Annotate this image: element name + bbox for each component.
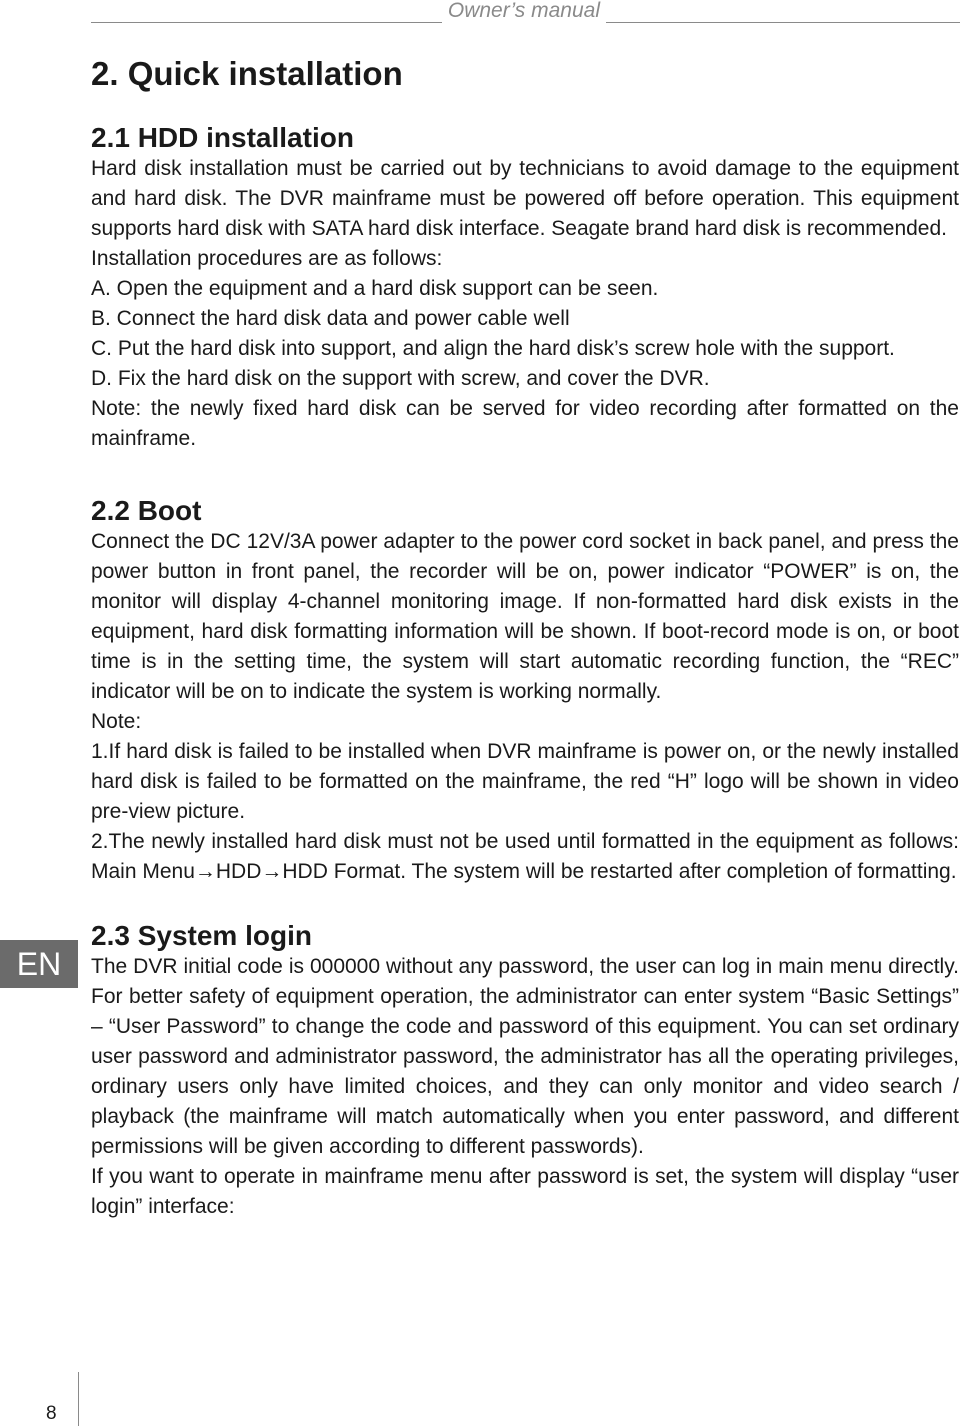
- hdd-step-d: D. Fix the hard disk on the support with screw, and cover the DVR.: [91, 367, 710, 390]
- section-title-boot: 2.2 Boot: [91, 495, 202, 526]
- running-header: Owner’s manual: [442, 0, 606, 23]
- page-number-divider: [78, 1372, 79, 1426]
- hdd-note: Note: the newly fixed hard disk can be served for video recording after formatted on the mainframe.: [91, 397, 959, 450]
- hdd-step-c: C. Put the hard disk into support, and align the hard disk’s screw hole with the support.: [91, 337, 895, 360]
- section-title-system-login: 2.3 System login: [91, 920, 312, 951]
- hdd-intro-paragraph: Hard disk installation must be carried out by technicians to avoid damage to the equipment and hard disk. The DVR mainframe must be powered off before operation. This equipment supports hard disk with SATA hard disk interface. Seagate brand hard disk is recommended.: [91, 157, 959, 240]
- hdd-step-a: A. Open the equipment and a hard disk support can be seen.: [91, 277, 659, 300]
- chapter-title: 2. Quick installation: [91, 55, 403, 92]
- hdd-step-b: B. Connect the hard disk data and power cable well: [91, 307, 570, 330]
- section-title-hdd-installation: 2.1 HDD installation: [91, 122, 354, 153]
- page-content: [91, 52, 959, 1222]
- boot-paragraph: Connect the DC 12V/3A power adapter to the power cord socket in back panel, and press the power button in front panel, the recorder will be on, power indicator “POWER” is on, the monitor will display 4-channel monitoring image. If non-formatted hard disk exists in the equipment, hard disk formatting information will be shown. If boot-record mode is on, or boot time is in the setting time, the system will start automatic recording function, the “REC” indicator will be on to indicate the system is working normally.: [91, 530, 959, 703]
- login-paragraph: The DVR initial code is 000000 without any password, the user can log in main menu directly. For better safety of equipment operation, the administrator can enter system “Basic Settings” – “User Password” to change the code and password of this equipment. You can set ordinary user password and administrator password, the administrator has all the operating privileges, ordinary users only have limited choices, and they can only monitor and video search / playback (the mainframe will match automatically when you enter password, and different permissions will be given according to different passwords).: [91, 955, 959, 1158]
- boot-note-2: 2.The newly installed hard disk must not be used until formatted in the equipment as follows: Main Menu→HDD→HDD Format. The system will be restarted after completion of formatting.: [91, 830, 959, 883]
- page-number: 8: [46, 1403, 57, 1424]
- hdd-procedures-label: Installation procedures are as follows:: [91, 247, 443, 270]
- login-paragraph-2: If you want to operate in mainframe menu after password is set, the system will display “user login” interface:: [91, 1165, 959, 1218]
- boot-note-label: Note:: [91, 710, 142, 733]
- language-tab: EN: [0, 940, 78, 988]
- boot-note-1: 1.If hard disk is failed to be installed when DVR mainframe is power on, or the newly installed hard disk is failed to be formatted on the mainframe, the red “H” logo will be shown in video pre-view picture.: [91, 740, 959, 823]
